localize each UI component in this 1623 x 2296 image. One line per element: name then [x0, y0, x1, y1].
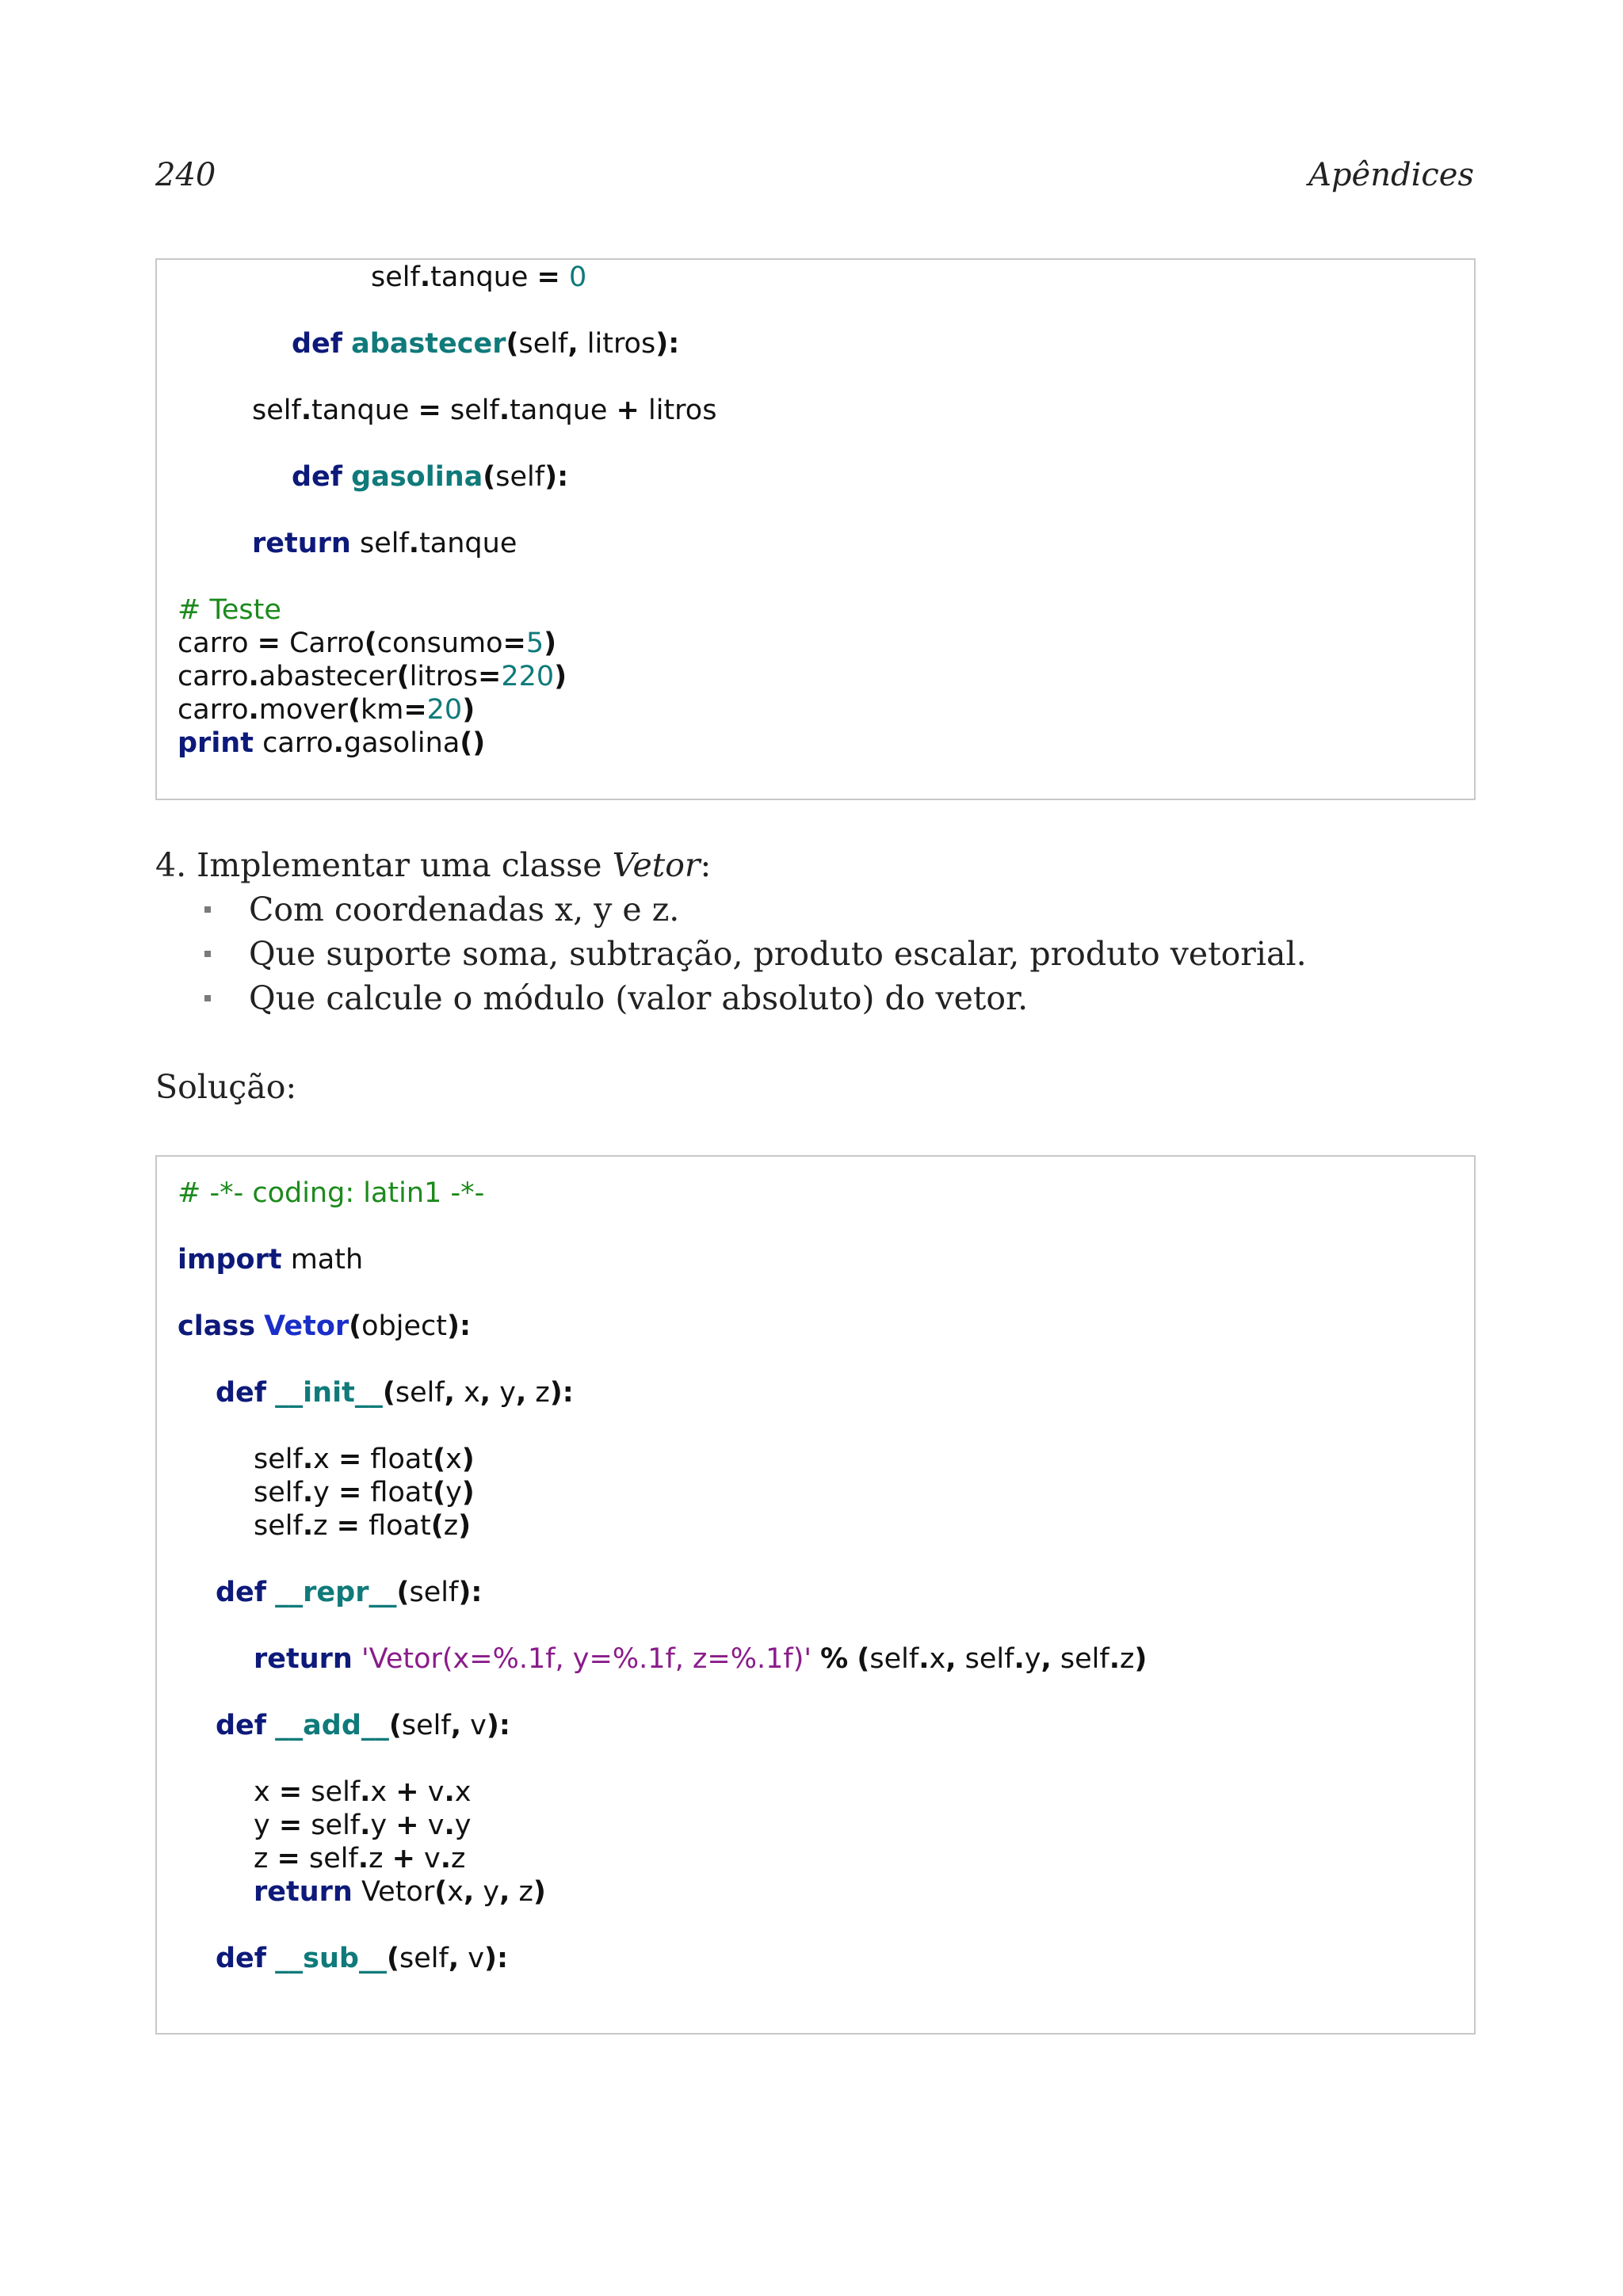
code-token: z — [1120, 1643, 1135, 1675]
code-token: z — [526, 1377, 550, 1409]
code-token: z — [443, 1510, 459, 1542]
code-token: ( — [349, 1310, 362, 1342]
code-line — [252, 393, 716, 428]
code-token — [560, 261, 569, 293]
code-token: . — [1014, 1643, 1025, 1675]
code-token: x — [454, 1377, 480, 1409]
task-prefix: 4. Implementar uma classe — [155, 846, 613, 884]
code-token: self — [395, 1377, 445, 1409]
task-class-name: Vetor — [612, 846, 701, 884]
code-line — [254, 1475, 475, 1510]
code-token: . — [360, 1810, 371, 1841]
code-line — [252, 526, 517, 561]
code-line — [371, 260, 586, 295]
code-line — [178, 726, 485, 761]
code-token: . — [918, 1643, 930, 1675]
code-token: , — [1041, 1643, 1052, 1675]
code-token: ) — [544, 627, 557, 659]
code-token: abastecer — [258, 661, 397, 692]
code-token: . — [248, 694, 259, 726]
code-token: . — [357, 1843, 369, 1875]
code-line — [254, 1841, 465, 1876]
code-token: y — [474, 1876, 500, 1908]
code-token — [266, 1710, 275, 1741]
code-token — [266, 1943, 275, 1974]
code-token: = — [403, 694, 427, 726]
code-token: return — [254, 1643, 353, 1675]
code-token: , — [499, 1876, 510, 1908]
code-token: z — [254, 1843, 277, 1875]
bullet-text: Que calcule o módulo (valor absoluto) do vetor. — [249, 979, 1029, 1017]
code-token: x — [454, 1776, 472, 1808]
code-token: tanque — [430, 261, 537, 293]
task-heading — [155, 846, 711, 884]
code-token: ( — [382, 1377, 395, 1409]
bullet-text: Que suporte soma, subtração, produto escalar, produto vetorial. — [249, 935, 1307, 973]
code-line — [216, 1941, 508, 1976]
code-line — [216, 1575, 482, 1610]
code-token: y — [1024, 1643, 1041, 1675]
code-token: self — [1051, 1643, 1109, 1675]
code-token: x — [370, 1776, 396, 1808]
code-token: + — [391, 1843, 415, 1875]
code-token: def — [292, 328, 343, 360]
code-token: ) — [461, 1444, 475, 1475]
code-token: class — [178, 1310, 256, 1342]
code-token: = — [336, 1510, 360, 1542]
code-token: 'Vetor(x=%.1f, y=%.1f, z=%.1f)' — [361, 1643, 812, 1675]
code-line — [254, 1442, 475, 1477]
code-token: y — [445, 1477, 462, 1508]
code-token: . — [333, 727, 344, 759]
code-token: def — [216, 1710, 267, 1741]
code-token: self — [495, 461, 545, 493]
code-token: litros — [578, 328, 656, 360]
bullet-marker — [204, 906, 211, 913]
code-line — [178, 1176, 484, 1211]
code-token: import — [178, 1244, 282, 1276]
code-token: ( — [364, 627, 377, 659]
code-block-1 — [155, 258, 1476, 800]
code-token: print — [178, 727, 254, 759]
code-token: self — [350, 528, 409, 559]
code-token: , — [515, 1377, 527, 1409]
code-token: () — [460, 727, 486, 759]
code-line — [254, 1642, 1147, 1676]
code-token — [266, 1377, 275, 1409]
code-token: z — [369, 1843, 392, 1875]
code-token: x — [254, 1776, 279, 1808]
code-line — [254, 1508, 471, 1543]
code-token: tanque — [510, 395, 617, 426]
code-token: = — [338, 1444, 362, 1475]
code-line — [178, 1309, 471, 1344]
code-token: ( — [483, 461, 496, 493]
code-token: = — [338, 1477, 362, 1508]
code-token: ) — [458, 1510, 472, 1542]
bullet-marker — [204, 951, 211, 957]
code-token: self — [518, 328, 568, 360]
code-token: ) — [462, 694, 475, 726]
code-token: = — [418, 395, 441, 426]
code-token: z — [451, 1843, 466, 1875]
code-token: x — [313, 1444, 338, 1475]
code-token: . — [444, 1776, 455, 1808]
code-token: 0 — [569, 261, 587, 293]
code-token: ) — [554, 661, 567, 692]
code-line — [178, 593, 281, 627]
bullet-text: Com coordenadas x, y e z. — [249, 891, 680, 929]
code-token: 5 — [525, 627, 544, 659]
code-token: Carro — [280, 627, 365, 659]
code-token: ): — [486, 1710, 510, 1741]
solution-label: Solução: — [155, 1068, 297, 1106]
code-token: ( — [857, 1643, 870, 1675]
code-line — [178, 1242, 363, 1277]
code-token: ): — [544, 461, 569, 493]
code-token: v — [461, 1710, 487, 1741]
code-token: . — [440, 1843, 452, 1875]
code-token — [266, 1577, 275, 1608]
code-token: __repr__ — [275, 1577, 397, 1608]
code-token: y — [370, 1810, 396, 1841]
code-token: # -*- coding: latin1 -*- — [178, 1177, 485, 1209]
code-token: ( — [386, 1943, 399, 1974]
bullet-marker — [204, 995, 211, 1001]
code-token: = — [257, 627, 281, 659]
code-token: def — [216, 1577, 267, 1608]
code-line — [254, 1775, 471, 1810]
code-token: litros — [409, 661, 479, 692]
code-token — [255, 1310, 264, 1342]
code-token: , — [450, 1710, 462, 1741]
code-token: km — [360, 694, 404, 726]
code-token: . — [444, 1810, 455, 1841]
code-line — [254, 1875, 546, 1909]
code-token: = — [278, 1810, 303, 1841]
code-line — [178, 692, 475, 727]
code-line — [254, 1808, 471, 1843]
code-token: . — [1109, 1643, 1121, 1675]
code-token: . — [408, 528, 420, 559]
code-token: def — [216, 1377, 267, 1409]
code-token: self — [254, 1477, 303, 1508]
code-token: gasolina — [351, 461, 483, 493]
code-token: ): — [655, 328, 680, 360]
code-token: z — [510, 1876, 533, 1908]
code-token: __init__ — [275, 1377, 383, 1409]
code-line — [178, 659, 567, 694]
page-number: 240 — [155, 157, 216, 193]
code-token: 220 — [501, 661, 555, 692]
code-token: y — [313, 1477, 338, 1508]
code-line — [216, 1375, 574, 1410]
code-token: = — [277, 1843, 300, 1875]
code-token: self — [409, 1577, 459, 1608]
code-token: , — [463, 1876, 475, 1908]
code-token: . — [302, 1477, 314, 1508]
code-token: ( — [388, 1710, 402, 1741]
code-token: object — [361, 1310, 447, 1342]
code-token: , — [567, 328, 579, 360]
code-token: ( — [433, 1444, 446, 1475]
code-token: def — [292, 461, 343, 493]
code-token: y — [491, 1377, 516, 1409]
code-line — [292, 326, 679, 361]
code-token: ( — [396, 661, 410, 692]
code-token: 20 — [426, 694, 463, 726]
code-token: y — [254, 1810, 279, 1841]
code-token: x — [447, 1876, 464, 1908]
code-token: v — [418, 1810, 445, 1841]
code-token: float — [361, 1477, 433, 1508]
code-token: self — [300, 1843, 358, 1875]
page-header — [155, 157, 1474, 204]
code-token: litros — [639, 395, 717, 426]
code-token: ( — [433, 1477, 446, 1508]
code-token: abastecer — [351, 328, 506, 360]
code-token: float — [361, 1444, 433, 1475]
code-token — [848, 1643, 857, 1675]
section-title: Apêndices — [1308, 157, 1474, 193]
code-token: __sub__ — [275, 1943, 387, 1974]
code-token: . — [360, 1776, 371, 1808]
code-token: v — [459, 1943, 484, 1974]
code-token: self — [302, 1776, 361, 1808]
code-line — [216, 1708, 510, 1743]
code-token: + — [395, 1776, 419, 1808]
code-token: tanque — [419, 528, 517, 559]
code-token: self — [441, 395, 499, 426]
code-token: = — [502, 627, 526, 659]
code-token: z — [313, 1510, 337, 1542]
code-token: ) — [461, 1477, 475, 1508]
code-token: ( — [396, 1577, 410, 1608]
code-token: x — [929, 1643, 946, 1675]
code-token: ( — [434, 1876, 448, 1908]
code-token: self — [371, 261, 420, 293]
code-token: . — [498, 395, 510, 426]
code-token: self — [869, 1643, 919, 1675]
code-token: mover — [258, 694, 348, 726]
code-token — [353, 1643, 361, 1675]
code-token — [812, 1643, 820, 1675]
code-token: y — [454, 1810, 472, 1841]
code-token: consumo — [376, 627, 503, 659]
code-token: + — [616, 395, 640, 426]
task-bullet — [204, 979, 1028, 1017]
code-token — [342, 328, 351, 360]
code-token: self — [399, 1943, 449, 1974]
code-token: = — [278, 1776, 303, 1808]
code-line — [178, 626, 556, 661]
task-bullet — [204, 935, 1307, 973]
code-token: , — [448, 1943, 460, 1974]
code-token: return — [252, 528, 351, 559]
code-token: ) — [1134, 1643, 1148, 1675]
task-bullet — [204, 891, 679, 929]
code-token: ( — [347, 694, 361, 726]
code-token: self — [401, 1710, 451, 1741]
code-token: carro — [178, 661, 249, 692]
code-token: + — [395, 1810, 419, 1841]
code-token: return — [254, 1876, 353, 1908]
code-token: . — [302, 1510, 314, 1542]
code-token: self — [252, 395, 301, 426]
code-token: math — [281, 1244, 364, 1276]
code-token: gasolina — [343, 727, 460, 759]
code-token: __add__ — [275, 1710, 389, 1741]
code-token: carro — [178, 694, 249, 726]
code-token: . — [419, 261, 431, 293]
code-token: v — [414, 1843, 441, 1875]
task-suffix: : — [700, 846, 712, 884]
code-token: ): — [483, 1943, 508, 1974]
code-token: , — [479, 1377, 491, 1409]
code-token: ): — [458, 1577, 483, 1608]
code-token: = — [478, 661, 502, 692]
code-token — [342, 461, 351, 493]
code-token: tanque — [311, 395, 418, 426]
code-token: % — [820, 1643, 849, 1675]
code-token: . — [248, 661, 259, 692]
code-token: , — [945, 1643, 957, 1675]
code-token: float — [359, 1510, 431, 1542]
code-token: self — [956, 1643, 1014, 1675]
code-token: # Teste — [178, 594, 281, 626]
code-token: x — [445, 1444, 462, 1475]
code-token: v — [418, 1776, 445, 1808]
code-token: ) — [533, 1876, 546, 1908]
code-token: carro — [178, 627, 258, 659]
code-token: self — [254, 1510, 303, 1542]
code-token: . — [300, 395, 312, 426]
code-token: Vetor — [264, 1310, 349, 1342]
code-token: ( — [430, 1510, 444, 1542]
code-token: ): — [549, 1377, 574, 1409]
code-token: self — [254, 1444, 303, 1475]
code-token: . — [302, 1444, 314, 1475]
code-token: ): — [446, 1310, 471, 1342]
code-token: self — [302, 1810, 361, 1841]
code-token: Vetor — [352, 1876, 435, 1908]
code-token: = — [537, 261, 560, 293]
code-token: carro — [253, 727, 334, 759]
code-line — [292, 460, 568, 494]
code-token: def — [216, 1943, 267, 1974]
code-token: ( — [506, 328, 519, 360]
code-block-2 — [155, 1155, 1476, 2035]
code-token: , — [444, 1377, 455, 1409]
